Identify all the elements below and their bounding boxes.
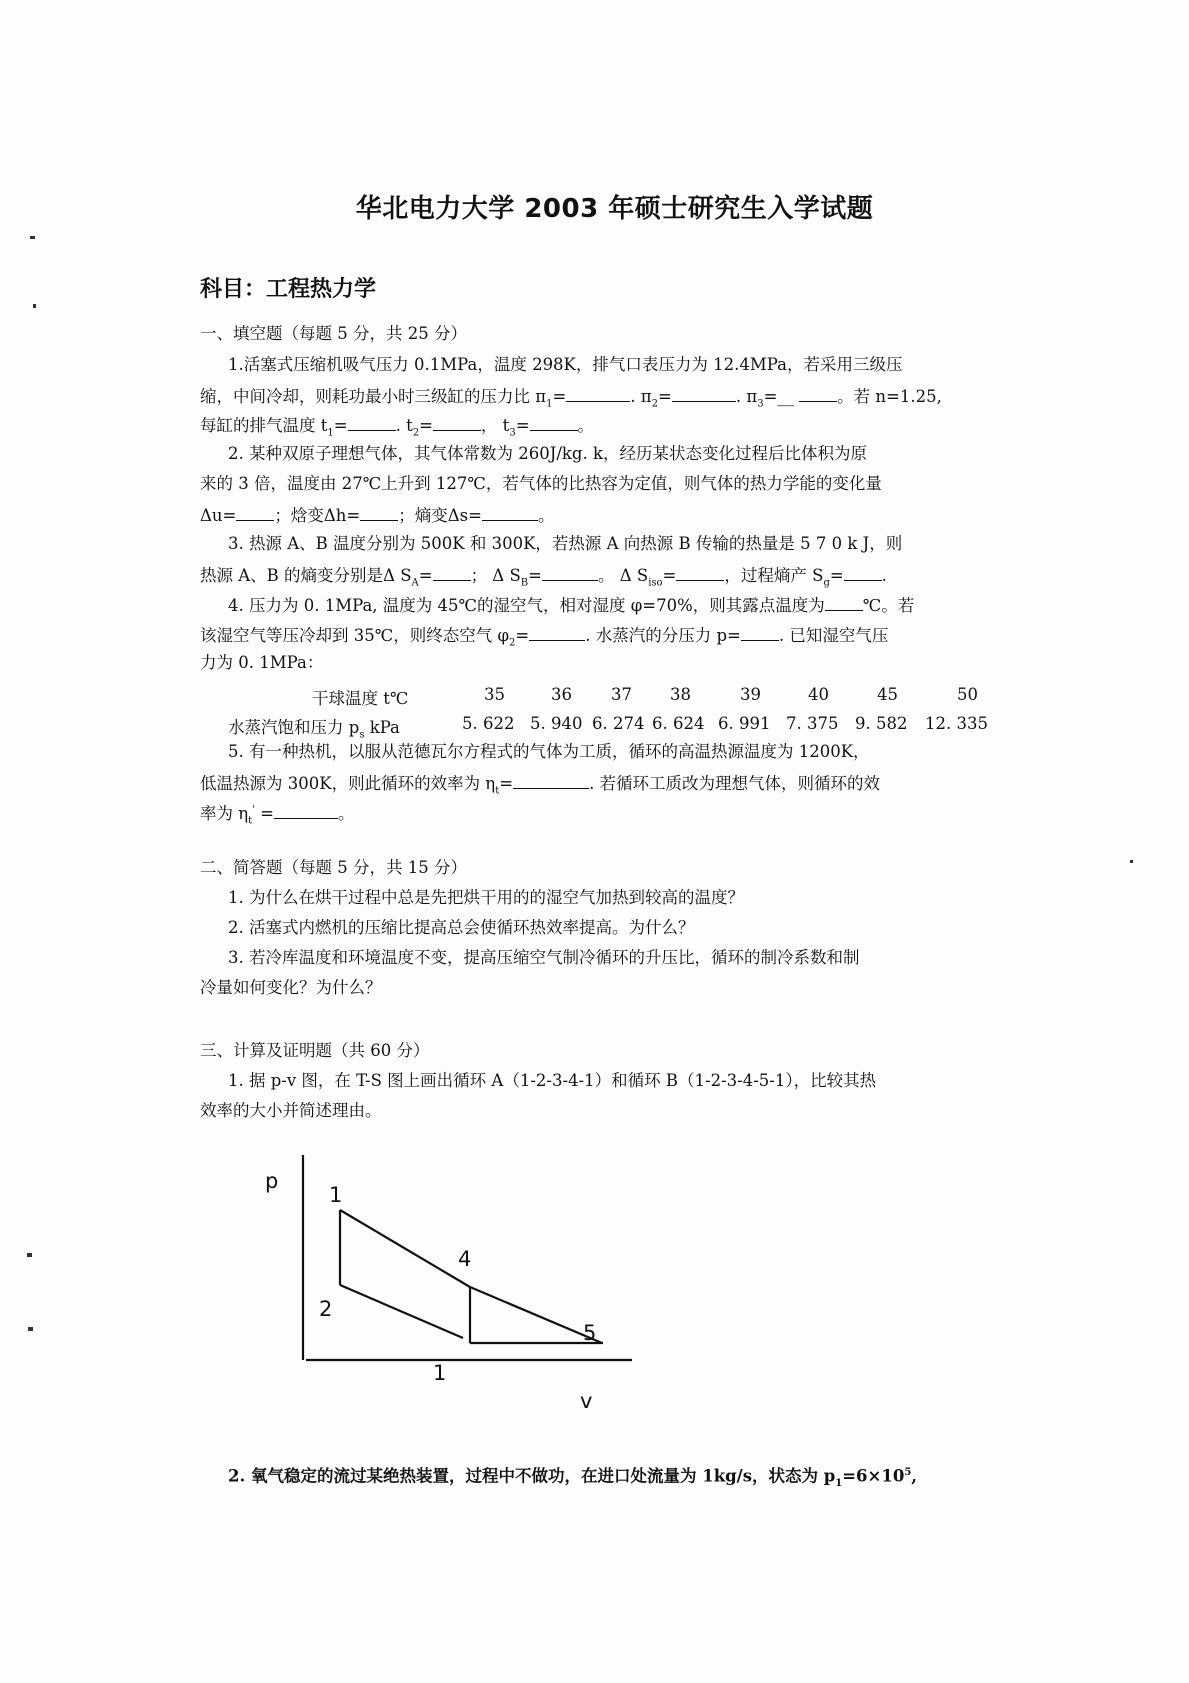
q3-text: = bbox=[662, 566, 677, 585]
q1-text: . t bbox=[395, 416, 413, 435]
table-label-unit: kPa bbox=[364, 718, 400, 737]
answer-blank[interactable] bbox=[529, 626, 585, 641]
q3-subscript: B bbox=[520, 577, 529, 589]
s3-q2-subscript: 1 bbox=[835, 1477, 843, 1489]
s3-q2-text: =6×10 bbox=[842, 1466, 905, 1486]
q3-subscript: g bbox=[823, 577, 830, 589]
answer-blank[interactable] bbox=[741, 626, 779, 641]
answer-blank[interactable] bbox=[844, 566, 882, 581]
answer-blank[interactable] bbox=[348, 416, 396, 431]
process-2-3 bbox=[340, 1285, 463, 1338]
q5-line3 bbox=[200, 804, 355, 826]
q1-subscript: 1 bbox=[546, 398, 553, 410]
table-cell: 38 bbox=[670, 685, 691, 704]
s2-q3-line1: 3. 若冷库温度和环境温度不变，提高压缩空气制冷循环的升压比，循环的制冷系数和制 bbox=[228, 948, 860, 967]
answer-blank[interactable] bbox=[672, 387, 736, 402]
exam-subject: 科目：工程热力学 bbox=[200, 277, 377, 302]
q4-text: = bbox=[515, 626, 530, 645]
q3-subscript: A bbox=[411, 577, 419, 589]
answer-blank[interactable] bbox=[513, 774, 589, 789]
q4-text: 该湿空气等压冷却到 35℃，则终态空气 φ bbox=[200, 626, 509, 645]
answer-blank[interactable] bbox=[236, 506, 274, 521]
y-axis-label: p bbox=[265, 1169, 279, 1193]
q2-line2: 来的 3 倍，温度由 27℃上升到 127℃，若气体的比热容为定值，则气体的热力学能的变化量 bbox=[200, 474, 882, 493]
answer-blank[interactable] bbox=[566, 387, 630, 402]
point-label-2: 2 bbox=[319, 1297, 333, 1321]
q3-text: = bbox=[418, 566, 433, 585]
q1-text: ， t bbox=[480, 416, 510, 435]
table-label-subscript: s bbox=[359, 729, 365, 741]
q1-subscript: 1 bbox=[327, 427, 334, 439]
table-row-temperature bbox=[0, 685, 1189, 708]
s3-q2-superscript: 5 bbox=[904, 1467, 912, 1478]
q5-text: 。 bbox=[338, 804, 355, 823]
point-label-1: 1 bbox=[329, 1183, 343, 1207]
s3-q2-text: , bbox=[911, 1466, 918, 1486]
scan-speck bbox=[1130, 860, 1133, 863]
answer-blank[interactable] bbox=[274, 804, 338, 819]
table-cell: 35 bbox=[484, 685, 505, 704]
scan-speck bbox=[30, 236, 35, 239]
table-cell: 12. 335 bbox=[925, 714, 988, 733]
q1-text: . π bbox=[735, 387, 758, 406]
q1-text: = bbox=[333, 416, 348, 435]
q5-text: . 若循环工质改为理想气体，则循环的效 bbox=[589, 774, 881, 793]
q4-text: . 水蒸汽的分压力 p= bbox=[585, 626, 741, 645]
q2-line1: 2. 某种双原子理想气体，其气体常数为 260J/kg. k，经历某状态变化过程后比体积为原 bbox=[228, 444, 867, 463]
table-cell: 45 bbox=[877, 685, 898, 704]
q3-text: . bbox=[881, 566, 887, 585]
q3-text: = bbox=[528, 566, 542, 585]
table-cell: 39 bbox=[740, 685, 761, 704]
q3-text: 热源 A、B 的熵变分别是Δ S bbox=[200, 566, 412, 585]
q4-text: ℃。若 bbox=[862, 596, 915, 615]
table-row-label: 干球温度 t℃ bbox=[312, 689, 409, 708]
scan-speck bbox=[33, 304, 36, 308]
answer-blank[interactable] bbox=[676, 566, 724, 581]
q5-text: 低温热源为 300K，则此循环的效率为 η bbox=[200, 774, 496, 793]
table-cell: 9. 582 bbox=[855, 714, 908, 733]
q5-text: = bbox=[254, 804, 274, 823]
table-cell: 37 bbox=[611, 685, 632, 704]
q1-text: = bbox=[419, 416, 433, 435]
section2-heading: 二、简答题（每题 5 分，共 15 分） bbox=[200, 858, 467, 877]
point-label-3: 1 bbox=[433, 1361, 447, 1385]
q5-text: = bbox=[499, 774, 514, 793]
s2-q3-line2: 冷量如何变化？为什么？ bbox=[200, 978, 382, 997]
scan-speck bbox=[27, 1253, 32, 1257]
s2-q2: 2. 活塞式内燃机的压缩比提高总会使循环热效率提高。为什么？ bbox=[228, 918, 695, 937]
pv-diagram bbox=[240, 1150, 640, 1420]
point-label-4: 4 bbox=[458, 1247, 472, 1271]
s3-q2-text: 2. 氧气稳定的流过某绝热装置，过程中不做功，在进口处流量为 1kg/s，状态为 p bbox=[228, 1466, 836, 1486]
q3-text: ； Δ S bbox=[470, 566, 521, 585]
q2-line3 bbox=[200, 506, 554, 525]
q3-subscript: iso bbox=[648, 577, 663, 589]
q1-subscript: 3 bbox=[757, 398, 764, 410]
section3-heading: 三、计算及证明题（共 60 分） bbox=[200, 1041, 430, 1060]
section1-heading: 一、填空题（每题 5 分，共 25 分） bbox=[200, 324, 467, 343]
answer-blank[interactable] bbox=[433, 416, 481, 431]
s3-q1-line2: 效率的大小并简述理由。 bbox=[200, 1101, 382, 1120]
q1-subscript: 2 bbox=[412, 427, 420, 439]
q1-subscript: 2 bbox=[651, 398, 659, 410]
exam-title: 华北电力大学 2003 年硕士研究生入学试题 bbox=[355, 194, 874, 224]
q5-line2 bbox=[200, 774, 880, 796]
q4-line2 bbox=[200, 626, 888, 648]
q1-text: = bbox=[658, 387, 672, 406]
q3-line2 bbox=[200, 566, 887, 588]
q4-text: 4. 压力为 0. 1MPa, 温度为 45℃的湿空气，相对湿度 φ=70%，则其露点温度为 bbox=[228, 596, 825, 615]
s2-q1: 1. 为什么在烘干过程中总是先把烘干用的的湿空气加热到较高的温度？ bbox=[228, 888, 744, 907]
q1-line1: 1.活塞式压缩机吸气压力 0.1MPa，温度 298K，排气口表压力为 12.4MPa，若采用三级压 bbox=[228, 355, 903, 374]
q1-text: 。 bbox=[577, 416, 595, 435]
s3-q1-line1: 1. 据 p-v 图，在 T-S 图上画出循环 A（1-2-3-4-1）和循环 B（1-2-3-4-5-1），比较其热 bbox=[228, 1071, 877, 1090]
answer-blank[interactable] bbox=[825, 596, 863, 611]
table-label-text: 水蒸汽饱和压力 p bbox=[228, 718, 360, 737]
q4-line3: 力为 0. 1MPa： bbox=[200, 653, 324, 672]
q2-text: ；焓变Δh= bbox=[274, 506, 361, 525]
q1-text: =__ bbox=[763, 387, 800, 406]
q1-text: = bbox=[552, 387, 567, 406]
table-cell: 6. 624 bbox=[652, 714, 705, 733]
q4-text: . 已知湿空气压 bbox=[778, 626, 889, 645]
q2-text: Δu= bbox=[200, 506, 237, 525]
q5-subscript: t bbox=[248, 815, 253, 827]
q3-text: = bbox=[829, 566, 844, 585]
q5-subscript: t bbox=[495, 785, 500, 797]
q1-subscript: 3 bbox=[509, 427, 516, 439]
x-axis-label: v bbox=[580, 1389, 593, 1413]
q5-text: 率为 η bbox=[200, 804, 249, 823]
point-label-5: 5 bbox=[583, 1321, 597, 1345]
answer-blank[interactable] bbox=[542, 566, 598, 581]
answer-blank[interactable] bbox=[360, 506, 398, 521]
table-row-label bbox=[228, 714, 400, 740]
table-cell: 5. 940 bbox=[530, 714, 583, 733]
answer-blank[interactable] bbox=[482, 506, 538, 521]
answer-blank[interactable] bbox=[799, 387, 837, 402]
s3-q2-line1 bbox=[228, 1468, 917, 1489]
q1-text: 。若 n=1.25, bbox=[837, 387, 942, 406]
table-cell: 5. 622 bbox=[462, 714, 515, 733]
q5-superscript: ' bbox=[252, 804, 255, 816]
table-cell: 6. 274 bbox=[592, 714, 645, 733]
answer-blank[interactable] bbox=[433, 566, 471, 581]
q1-line2 bbox=[200, 387, 942, 409]
table-cell: 6. 991 bbox=[718, 714, 771, 733]
q4-subscript: 2 bbox=[509, 637, 516, 649]
q4-line1 bbox=[228, 596, 914, 615]
answer-blank[interactable] bbox=[530, 416, 578, 431]
q1-text: . π bbox=[630, 387, 652, 406]
scan-speck bbox=[28, 1327, 33, 1331]
q1-text: 缩，中间冷却，则耗功最小时三级缸的压力比 π bbox=[200, 387, 547, 406]
table-cell: 7. 375 bbox=[786, 714, 839, 733]
q1-text: 每缸的排气温度 t bbox=[200, 416, 328, 435]
q5-line1: 5. 有一种热机，以服从范德瓦尔方程式的气体为工质，循环的高温热源温度为 1200K， bbox=[228, 742, 870, 761]
q3-text: 。 Δ S bbox=[597, 566, 649, 585]
q2-text: ；熵变Δs= bbox=[398, 506, 482, 525]
q1-text: = bbox=[515, 416, 530, 435]
q1-line3 bbox=[200, 416, 594, 438]
table-cell: 40 bbox=[808, 685, 829, 704]
table-row-pressure bbox=[0, 714, 1189, 741]
pv-diagram-svg bbox=[240, 1150, 640, 1420]
table-cell: 50 bbox=[957, 685, 978, 704]
q3-line1: 3. 热源 A、B 温度分别为 500K 和 300K，若热源 A 向热源 B 传输的热量是 5 7 0 k J，则 bbox=[228, 534, 903, 553]
q2-text: 。 bbox=[537, 506, 555, 525]
process-1-4 bbox=[340, 1210, 470, 1287]
q3-text: ，过程熵产 S bbox=[724, 566, 824, 585]
table-cell: 36 bbox=[551, 685, 572, 704]
